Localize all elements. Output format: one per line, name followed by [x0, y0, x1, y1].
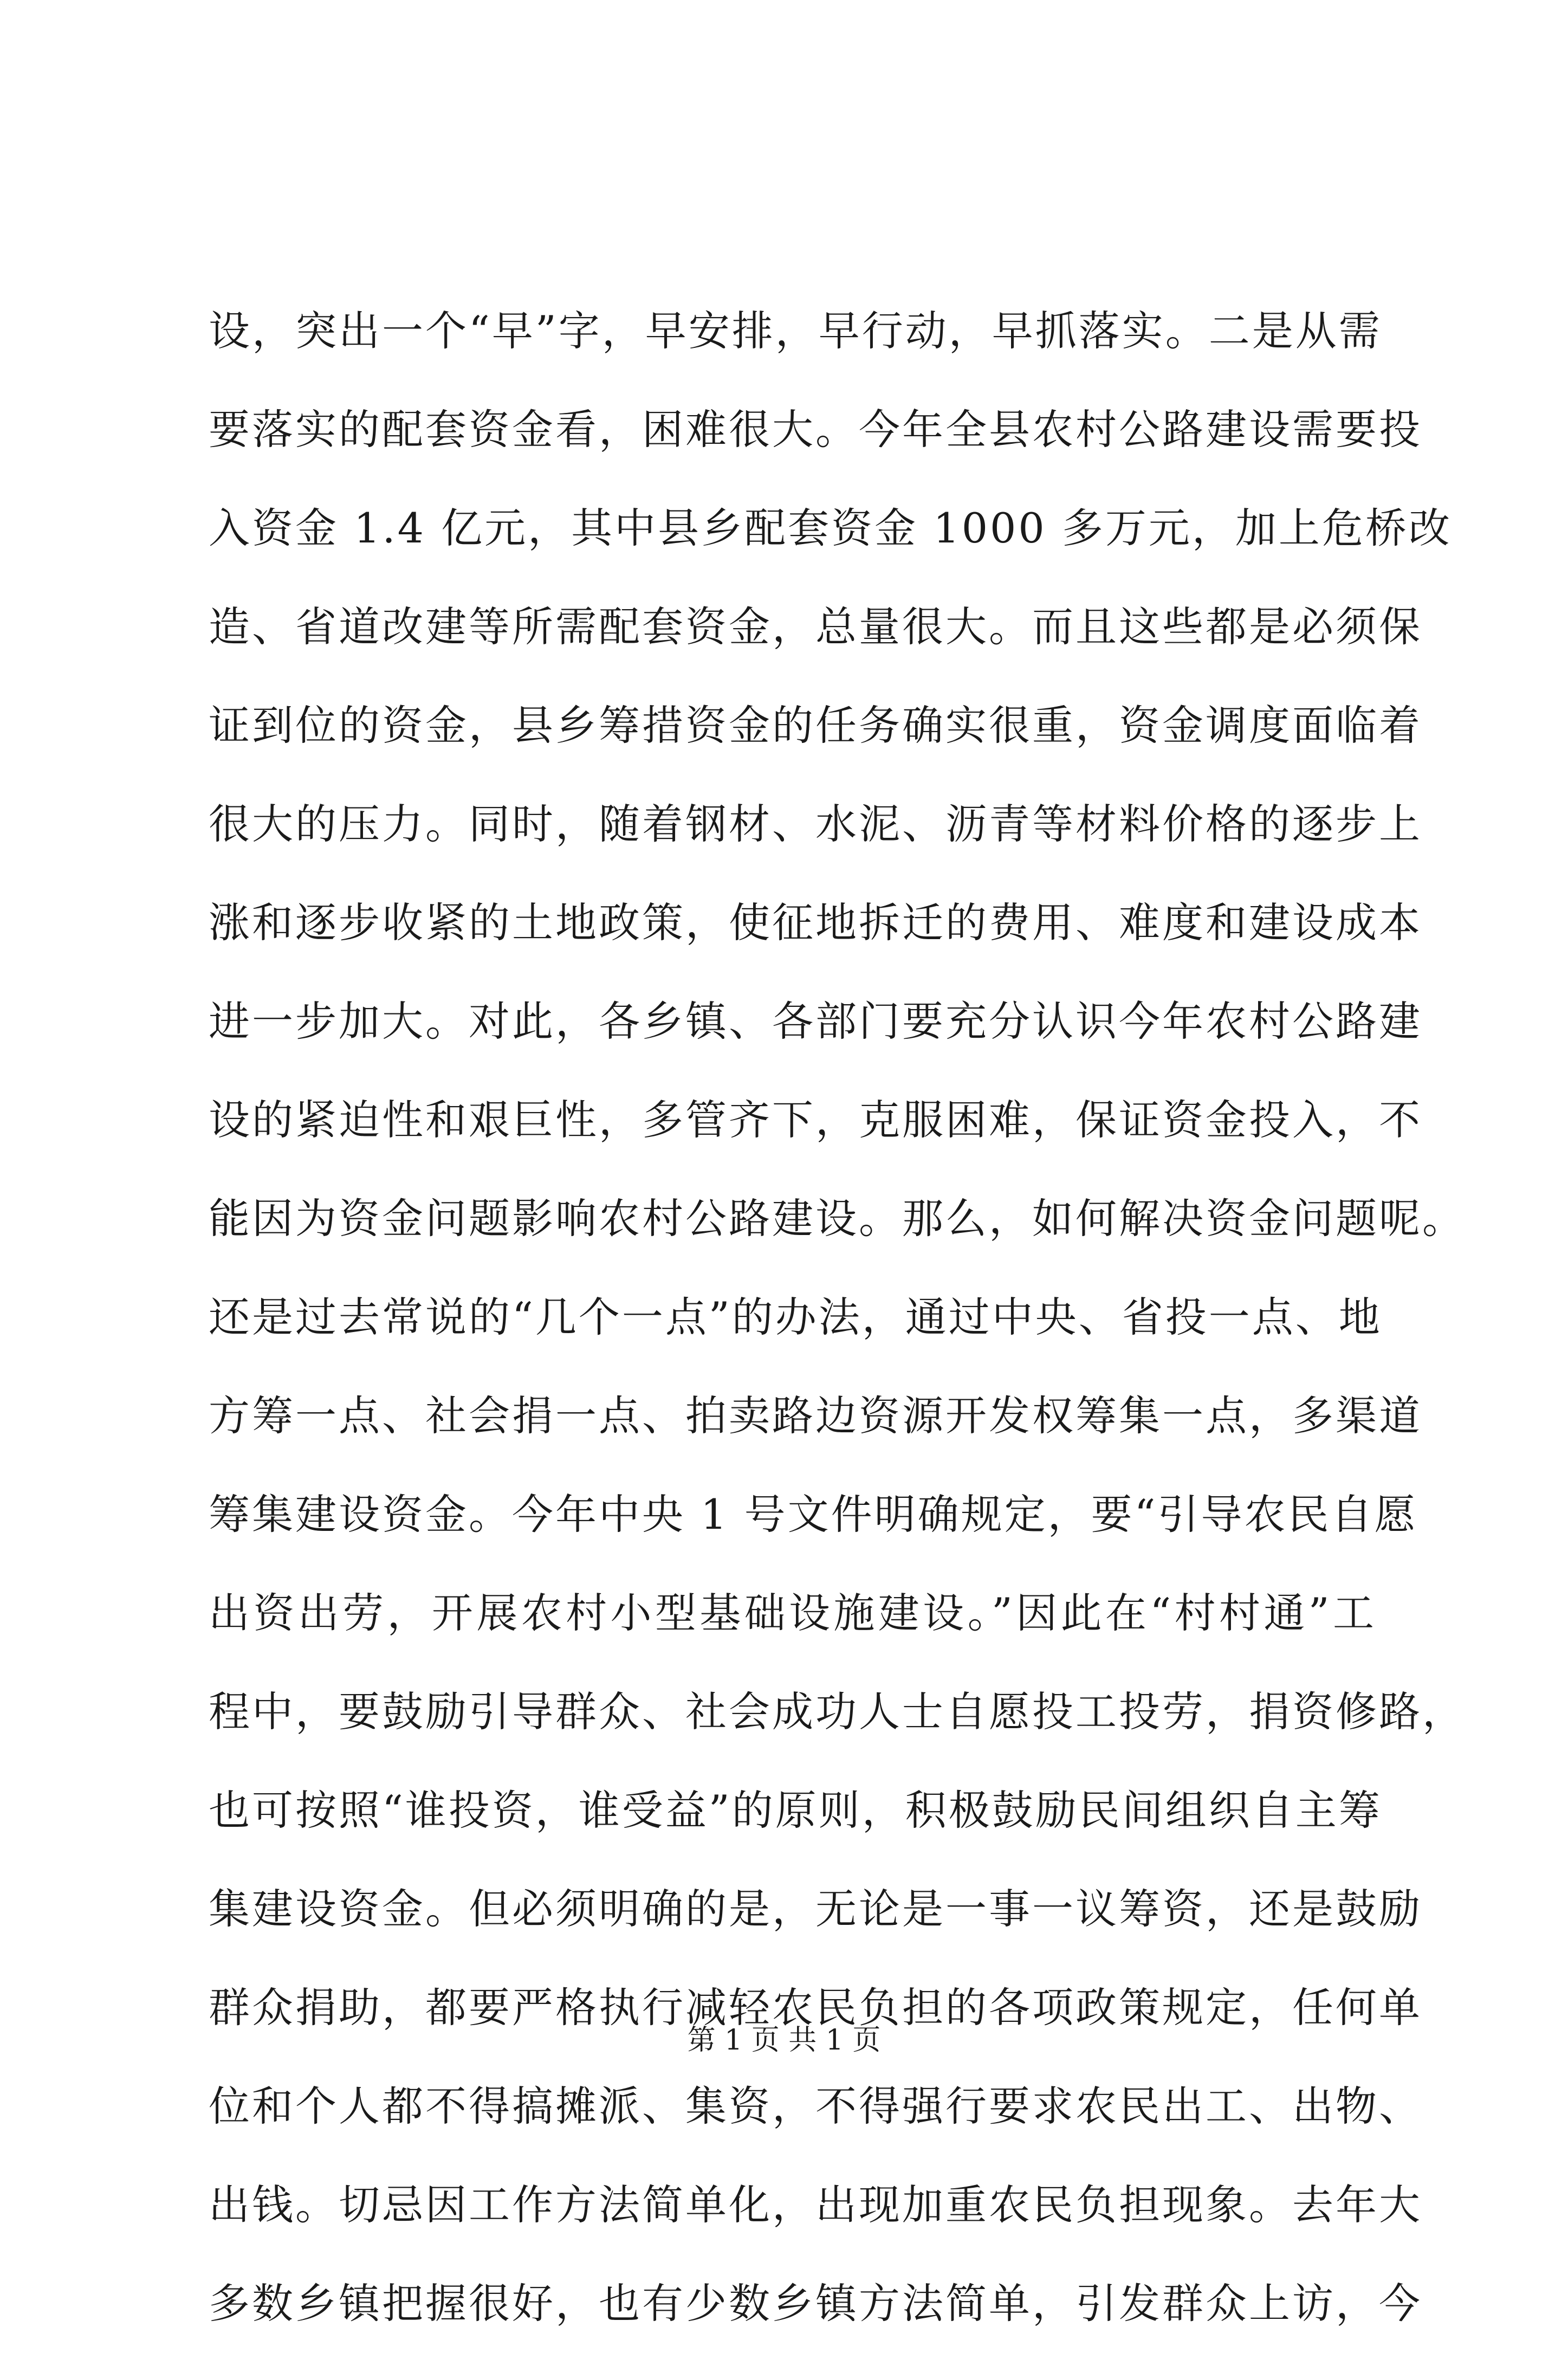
text-line: 筹集建设资金。今年中央 1 号文件明确规定，要“引导农民自愿: [209, 1490, 1418, 1538]
text-line: 出钱。切忌因工作方法简单化，出现加重农民负担现象。去年大: [209, 2181, 1422, 2229]
text-line: 集建设资金。但必须明确的是，无论是一事一议筹资，还是鼓励: [209, 1885, 1422, 1933]
text-line: 要落实的配套资金看，困难很大。今年全县农村公路建设需要投: [209, 405, 1422, 454]
text-line: 多数乡镇把握很好，也有少数乡镇方法简单，引发群众上访，今: [209, 2279, 1422, 2328]
text-line: 出资出劳，开展农村小型基础设施建设。”因此在“村村通”工: [209, 1589, 1376, 1637]
text-line: 方筹一点、社会捐一点、拍卖路边资源开发权筹集一点，多渠道: [209, 1392, 1422, 1440]
text-line: 还是过去常说的“几个一点”的办法，通过中央、省投一点、地: [209, 1293, 1382, 1341]
text-line: 涨和逐步收紧的土地政策，使征地拆迁的费用、难度和建设成本: [209, 898, 1422, 947]
text-line: 群众捐助，都要严格执行减轻农民负担的各项政策规定，任何单: [209, 1983, 1422, 2032]
text-line: 也可按照“谁投资，谁受益”的原则，积极鼓励民间组织自主筹: [209, 1786, 1382, 1834]
text-line: 能因为资金问题影响农村公路建设。那么，如何解决资金问题呢。: [209, 1194, 1466, 1243]
page-footer: 第 1 页 共 1 页: [687, 2024, 881, 2057]
text-line: 证到位的资金，县乡筹措资金的任务确实很重，资金调度面临着: [209, 701, 1422, 749]
text-line: 入资金 1.4 亿元，其中县乡配套资金 1000 多万元，加上危桥改: [209, 504, 1452, 552]
text-line: 设，突出一个“早”字，早安排，早行动，早抓落实。二是从需: [209, 307, 1382, 355]
text-line: 设的紧迫性和艰巨性，多管齐下，克服困难，保证资金投入，不: [209, 1096, 1422, 1144]
text-line: 造、省道改建等所需配套资金，总量很大。而且这些都是必须保: [209, 603, 1422, 651]
text-line: 很大的压力。同时，随着钢材、水泥、沥青等材料价格的逐步上: [209, 800, 1422, 848]
text-line: 进一步加大。对此，各乡镇、各部门要充分认识今年农村公路建: [209, 997, 1422, 1045]
text-line: 程中，要鼓励引导群众、社会成功人士自愿投工投劳，捐资修路，: [209, 1688, 1466, 1736]
text-line: 位和个人都不得搞摊派、集资，不得强行要求农民出工、出物、: [209, 2082, 1422, 2130]
